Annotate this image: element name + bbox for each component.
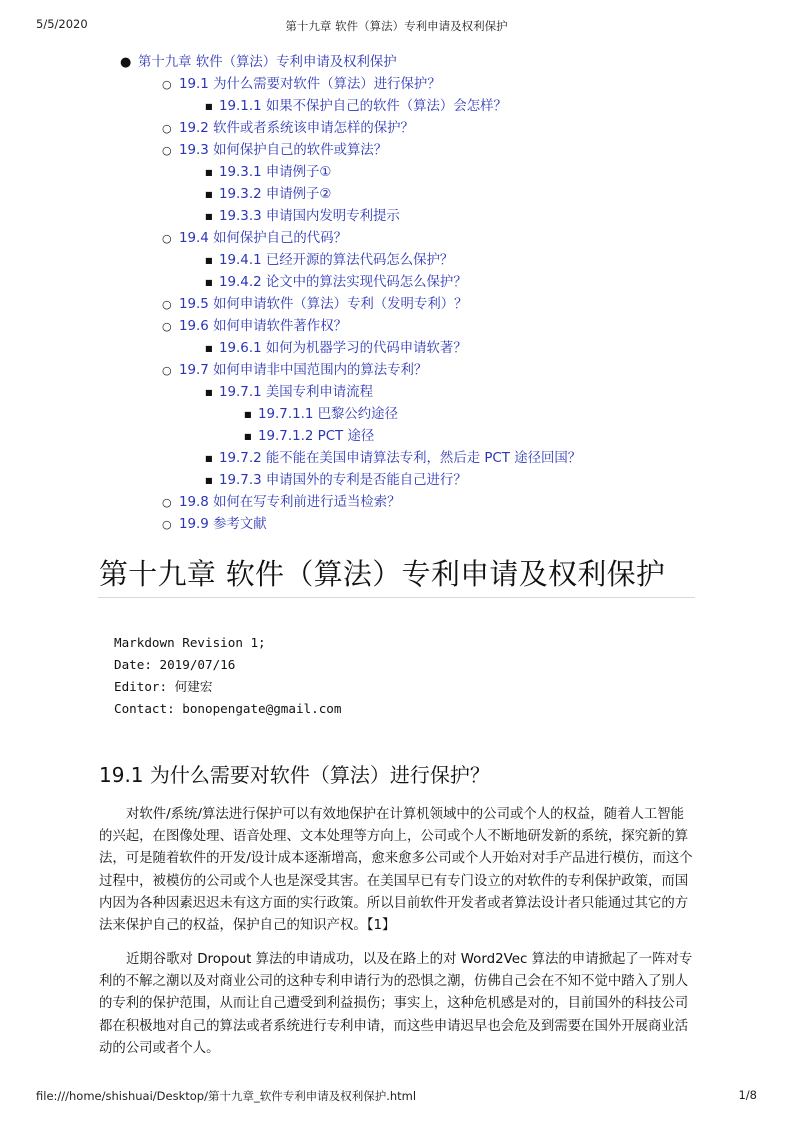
bullet-icon: ■ bbox=[205, 476, 213, 485]
toc-item bbox=[98, 470, 718, 492]
code-line: Date: 2019/07/16 bbox=[114, 657, 236, 672]
bullet-icon: ○ bbox=[162, 122, 172, 135]
toc-item bbox=[98, 492, 718, 514]
bullet-icon: ■ bbox=[205, 454, 213, 463]
bullet-icon: ○ bbox=[162, 298, 172, 311]
toc-item bbox=[98, 338, 718, 360]
code-line: Contact: bonopengate@gmail.com bbox=[114, 701, 342, 716]
toc-item bbox=[98, 426, 718, 448]
toc-link[interactable]: 19.4.1 已经开源的算法代码怎么保护？ bbox=[219, 253, 454, 268]
toc-item bbox=[98, 118, 718, 140]
toc-item bbox=[98, 162, 718, 184]
toc-link[interactable]: 19.1 为什么需要对软件（算法）进行保护？ bbox=[179, 77, 441, 92]
page-footer-page-number: 1/8 bbox=[738, 1088, 757, 1102]
toc-link[interactable]: 19.4 如何保护自己的代码？ bbox=[179, 231, 347, 246]
toc-link[interactable]: 19.7.2 能不能在美国申请算法专利，然后走 PCT 途径回国？ bbox=[219, 451, 582, 466]
toc-item bbox=[98, 250, 718, 272]
toc-link[interactable]: 19.7.1 美国专利申请流程 bbox=[219, 385, 373, 400]
toc-item bbox=[98, 96, 718, 118]
bullet-icon: ■ bbox=[205, 212, 213, 221]
bullet-icon: ○ bbox=[162, 518, 172, 531]
toc-item bbox=[98, 294, 718, 316]
toc-link[interactable]: 19.3.2 申请例子② bbox=[219, 187, 332, 202]
toc-item bbox=[98, 206, 718, 228]
bullet-icon: ■ bbox=[244, 410, 252, 419]
bullet-icon: ○ bbox=[162, 496, 172, 509]
toc-link[interactable]: 19.8 如何在写专利前进行适当检索？ bbox=[179, 495, 401, 510]
bullet-icon: ■ bbox=[205, 102, 213, 111]
toc-item bbox=[98, 184, 718, 206]
heading-divider bbox=[98, 597, 695, 598]
toc-item bbox=[98, 448, 718, 470]
toc-item bbox=[98, 272, 718, 294]
toc-link[interactable]: 19.1.1 如果不保护自己的软件（算法）会怎样？ bbox=[219, 99, 507, 114]
bullet-icon: ■ bbox=[205, 190, 213, 199]
toc-link[interactable]: 19.5 如何申请软件（算法）专利（发明专利）？ bbox=[179, 297, 468, 312]
bullet-icon: ■ bbox=[205, 256, 213, 265]
bullet-icon: ○ bbox=[162, 78, 172, 91]
toc-link[interactable]: 19.9 参考文献 bbox=[179, 517, 267, 532]
toc-link[interactable]: 19.4.2 论文中的算法实现代码怎么保护？ bbox=[219, 275, 467, 290]
page-header-date: 5/5/2020 bbox=[36, 17, 88, 31]
body-paragraph: 近期谷歌对 Dropout 算法的申请成功，以及在路上的对 Word2Vec 算法的申请掀起了一阵对专利的不解之潮以及对商业公司的这种专利申请行为的恐惧之潮，仿佛自己会在不知不觉中踏入了别人的专利的保护范围，从而让自己遭受到利益损伤；事实上，这种危机感是对的，目前国外的科技公司都在积极地对自己的算法或者系统进行专利申请，而这些申请迟早也会危及到需要在国外开展商业活动的公司或者个人。 bbox=[99, 952, 693, 1056]
bullet-icon: ■ bbox=[205, 168, 213, 177]
bullet-icon: ○ bbox=[162, 232, 172, 245]
body-paragraph: 对软件/系统/算法进行保护可以有效地保护在计算机领域中的公司或个人的权益，随着人工智能的兴起，在图像处理、语音处理、文本处理等方向上，公司或个人不断地研发新的系统，探究新的算法，可是随着软件的开发/设计成本逐渐增高，愈来愈多公司或个人开始对对手产品进行模仿，而这个过程中，被模仿的公司或个人也是深受其害。在美国早已有专门设立的对软件的专利保护政策，而国内因为各种因素迟迟未有这方面的实行政策。所以目前软件开发者或者算法设计者只能通过其它的方法来保护自己的权益，保护自己的知识产权。【1】 bbox=[99, 807, 693, 934]
toc-link[interactable]: 19.6 如何申请软件著作权？ bbox=[179, 319, 347, 334]
bullet-icon: ○ bbox=[162, 364, 172, 377]
toc-link[interactable]: 19.6.1 如何为机器学习的代码申请软著？ bbox=[219, 341, 467, 356]
toc-item bbox=[98, 382, 718, 404]
toc-link[interactable]: 第十九章 软件（算法）专利申请及权利保护 bbox=[138, 55, 397, 70]
bullet-icon: ■ bbox=[205, 344, 213, 353]
toc-link[interactable]: 19.7.1.1 巴黎公约途径 bbox=[258, 407, 398, 422]
page-footer-path: file:///home/shishuai/Desktop/第十九章_软件专利申请及权利保护.html bbox=[36, 1089, 417, 1103]
toc-link[interactable]: 19.3 如何保护自己的软件或算法？ bbox=[179, 143, 388, 158]
section-heading: 19.1 为什么需要对软件（算法）进行保护？ bbox=[99, 763, 490, 787]
toc-link[interactable]: 19.3.1 申请例子① bbox=[219, 165, 332, 180]
bullet-icon: ■ bbox=[205, 388, 213, 397]
code-block bbox=[114, 632, 341, 720]
toc-item bbox=[98, 52, 718, 74]
page-header-title: 第十九章 软件（算法）专利申请及权利保护 bbox=[285, 19, 508, 33]
bullet-icon: ■ bbox=[205, 278, 213, 287]
bullet-icon: ● bbox=[120, 55, 132, 70]
toc-link[interactable]: 19.7.3 申请国外的专利是否能自己进行？ bbox=[219, 473, 467, 488]
toc-item bbox=[98, 140, 718, 162]
code-line: Markdown Revision 1; bbox=[114, 635, 266, 650]
toc-link[interactable]: 19.2 软件或者系统该申请怎样的保护？ bbox=[179, 121, 414, 136]
bullet-icon: ○ bbox=[162, 144, 172, 157]
table-of-contents bbox=[98, 52, 718, 536]
code-line: Editor: 何建宏 bbox=[114, 679, 213, 694]
toc-item bbox=[98, 316, 718, 338]
chapter-title: 第十九章 软件（算法）专利申请及权利保护 bbox=[99, 557, 666, 591]
toc-item bbox=[98, 74, 718, 96]
toc-link[interactable]: 19.3.3 申请国内发明专利提示 bbox=[219, 209, 400, 224]
bullet-icon: ■ bbox=[244, 432, 252, 441]
toc-item bbox=[98, 360, 718, 382]
bullet-icon: ○ bbox=[162, 320, 172, 333]
toc-link[interactable]: 19.7 如何申请非中国范围内的算法专利？ bbox=[179, 363, 428, 378]
toc-item bbox=[98, 404, 718, 426]
toc-item bbox=[98, 228, 718, 250]
toc-link[interactable]: 19.7.1.2 PCT 途径 bbox=[258, 429, 375, 444]
toc-item bbox=[98, 514, 718, 536]
